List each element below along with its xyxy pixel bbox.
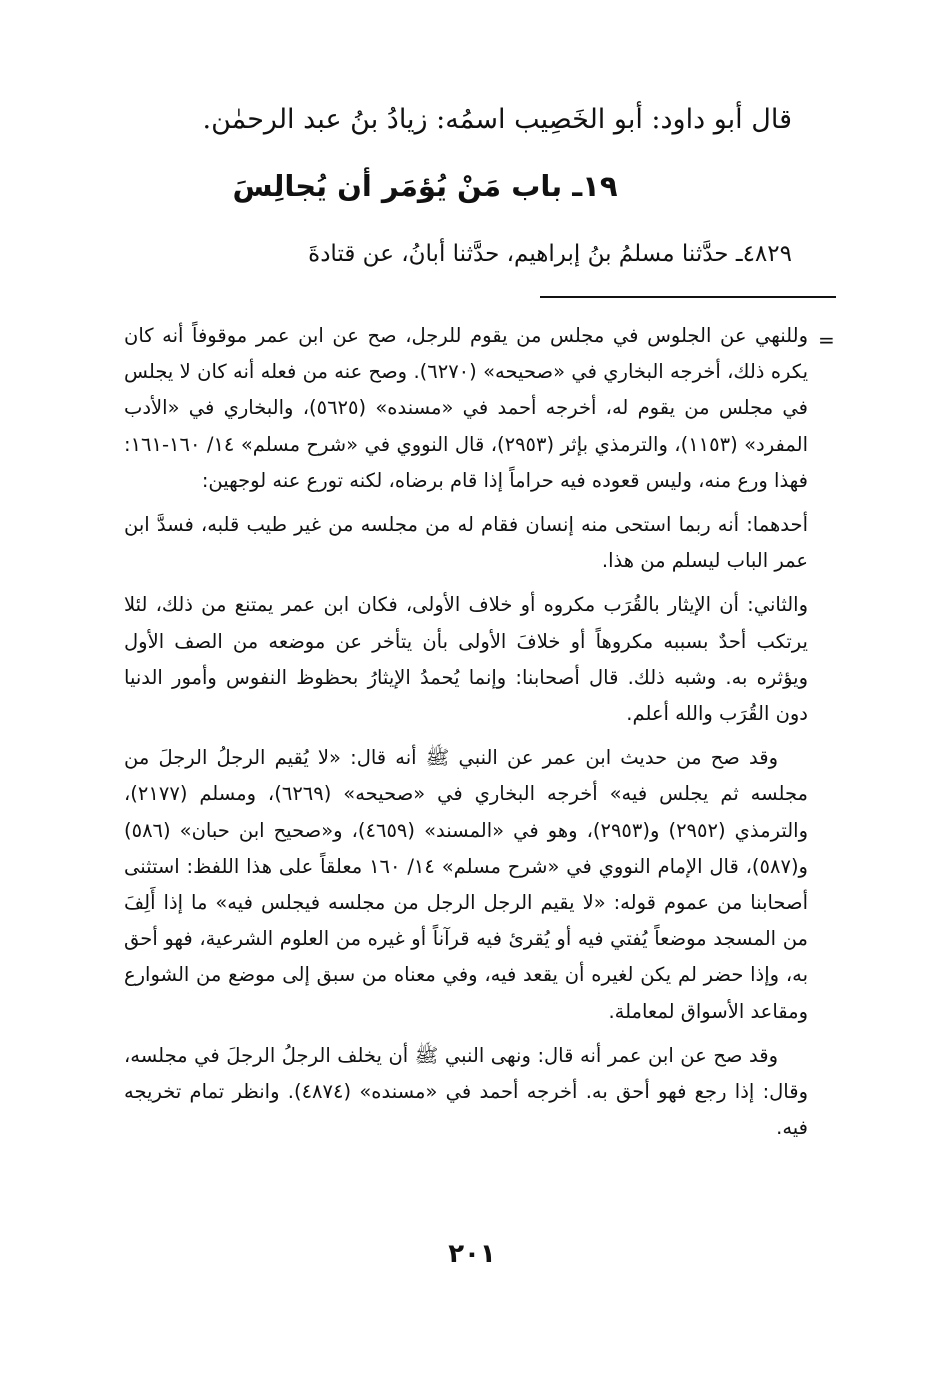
footnote-paragraph: وقد صح من حديث ابن عمر عن النبي ﷺ أنه قال: «لا يُقيم الرجلُ الرجلَ من مجلسه ثم يجلس فيه» أخرجه البخاري في «صحيحه» (٦٢٦٩)، ومسلم (٢١٧٧)، والترمذي (٢٩٥٢) و(٢٩٥٣)، وهو في «المسند» (٤٦٥٩)، و«صحيح ابن حبان» (٥٨٦) و(٥٨٧)، قال الإمام النووي في «شرح مسلم» ١٤/ ١٦٠ معلقاً على هذا اللفظ: استثنى أصحابنا من عموم قوله: «لا يقيم الرجل الرجل من مجلسه فيجلس فيه» ما إذا أَلِفَ من المسجد موضعاً يُفتي فيه أو يُقرئ فيه قرآناً أو غيره من العلوم الشرعية، فهو أحق به، وإذا حضر لم يكن لغيره أن يقعد فيه، وفي معناه من سبق إلى موضع من الشوارع ومقاعد الأسواق لمعاملة. bbox=[124, 746, 809, 1023]
hadith-chain-line: ٤٨٢٩ـ حدَّثنا مسلمُ بنُ إبراهيم، حدَّثنا أبانُ، عن قتادةَ bbox=[308, 241, 792, 267]
footnote-paragraph: والثاني: أن الإيثار بالقُرَب مكروه أو خلاف الأولى، فكان ابن عمر يمتنع من ذلك، لئلا يرتكب أحدٌ بسببه مكروهاً أو خلافَ الأولى بأن يتأخر عن موضعه من الصف الأول ويؤثره به. وشبه ذلك. قال أصحابنا: وإنما يُحمدُ الإيثارُ بحظوظ النفوس وأمور الدنيا دون القُرَب والله أعلم. bbox=[124, 593, 808, 726]
abu-dawud-remark: قال أبو داود: أبو الخَصِيب اسمُه: زيادُ بنُ عبد الرحمٰن. bbox=[202, 104, 792, 135]
chapter-heading: ١٩ـ باب مَنْ يُؤمَر أن يُجالِسَ bbox=[232, 169, 618, 203]
footnote-paragraph: أحدهما: أنه ربما استحى منه إنسان فقام له من مجلسه من غير طيب قلبه، فسدَّ ابن عمر الباب ليسلم من هذا. bbox=[124, 513, 808, 573]
footnote-continuation-marker: = bbox=[818, 328, 835, 352]
footnote-separator bbox=[540, 296, 836, 298]
page-number: ٢٠١ bbox=[448, 1239, 496, 1269]
footnote-paragraph: وقد صح عن ابن عمر أنه قال: ونهى النبي ﷺ أن يخلف الرجلُ الرجلَ في مجلسه، وقال: إذا رجع فهو أحق به. أخرجه أحمد في «مسنده» (٤٨٧٤). وانظر تمام تخريجه فيه. bbox=[124, 1043, 808, 1140]
footnotes-block bbox=[124, 318, 808, 1154]
footnote-paragraph: وللنهي عن الجلوس في مجلس من يقوم للرجل، صح عن ابن عمر موقوفاً أنه كان يكره ذلك، أخرجه البخاري في «صحيحه» (٦٢٧٠). وصح عنه من فعله أنه كان لا يجلس في مجلس من يقوم له، أخرجه أحمد في «مسنده» (٥٦٢٥)، والبخاري في «الأدب المفرد» (١١٥٣)، والترمذي بإثر (٢٩٥٣)، قال النووي في «شرح مسلم» ١٤/ ١٦٠-١٦١: فهذا ورع منه، وليس قعوده فيه حراماً إذا قام برضاه، لكنه تورع عنه لوجهين: bbox=[124, 324, 808, 492]
